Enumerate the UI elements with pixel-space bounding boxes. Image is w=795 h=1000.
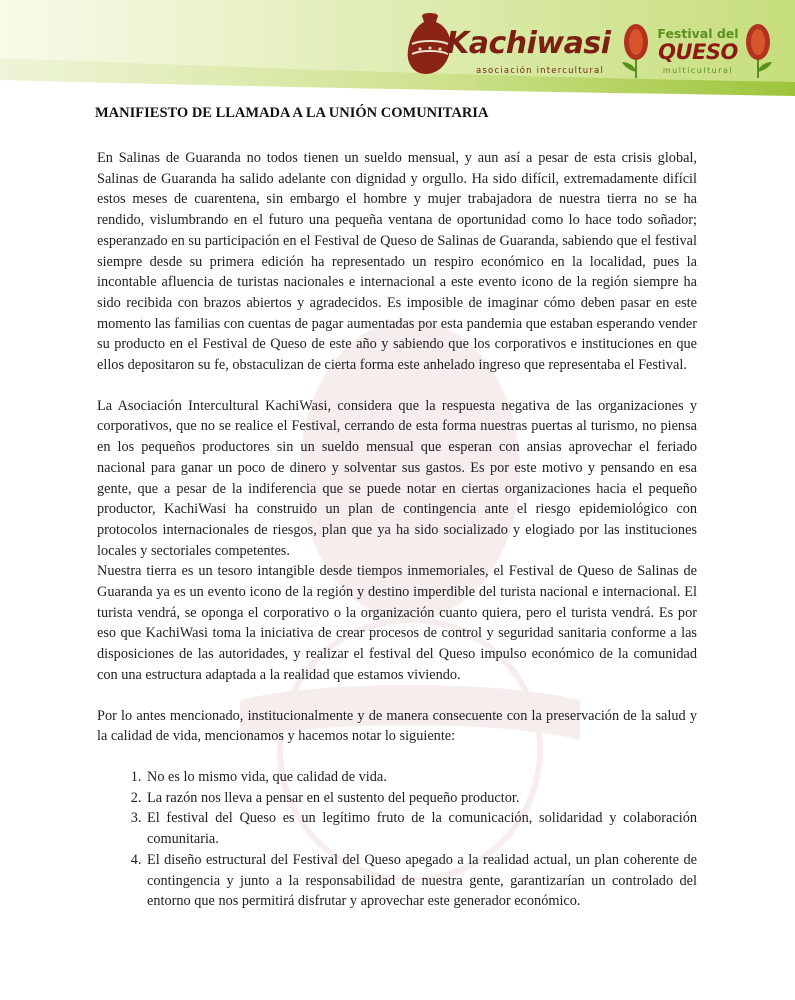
letterhead [0, 0, 795, 96]
brand-name: Kachiwasi [446, 26, 611, 61]
festival-line2: QUESO [658, 40, 738, 64]
paragraph-3: Nuestra tierra es un tesoro intangible desde tiempos inmemoriales, el Festival de Queso de Salinas de Guaranda ya es un evento icono de la región y destino imperdible del turista nacional e internacional. El turista vendrá, se oponga el corporativo o la organización cuanto quiera, pero el turista vendrá. Es por eso que KachiWasi toma la iniciativa de crear procesos de control y seguridad sanitaria conforme a las disposiciones de las autoridades, y realizar el festival del Queso impulso económico de la comunidad con una estructura adaptada a la realidad que estamos viviendo. [97, 563, 697, 683]
kachiwasi-logo [400, 10, 615, 82]
document-body [97, 148, 697, 912]
list-item: 1. No es lo mismo vida, que calidad de vida. [145, 767, 697, 788]
paragraph-2: La Asociación Intercultural KachiWasi, considera que la respuesta negativa de las organizaciones y corporativos, que no se realice el Festival, cerrando de esta forma nuestras puertas al turismo, no piensa en los pequeños productores sin un sueldo mensual que esperan con ansias aprovechar el feriado nacional para ganar un poco de dinero y solventar sus gastos. Es por este motivo y pensando en esa gente, que a pesar de la indiferencia que se puede notar en ciertas organizaciones hacia el pequeño productor, KachiWasi ha construido un plan de contingencia ante el riesgo epidemiológico con protocolos internacionales de riesgos, plan que ya ha sido socializado y elogiado por las instituciones locales y sectoriales competentes. [97, 397, 697, 559]
points-list [97, 767, 697, 912]
brand-subtitle: asociación intercultural [476, 66, 605, 76]
left-flower-icon [622, 24, 648, 78]
list-item: 3. El festival del Queso es un legítimo fruto de la comunicación, solidaridad y colaboración comunitaria. [145, 808, 697, 849]
festival-line1: Festival del [657, 26, 739, 41]
list-item: 4. El diseño estructural del Festival del Queso apegado a la realidad actual, un plan coherente de contingencia y junto a la responsabilidad de nuestra gente, garantizarían un controlado del entorno que nos permitirá disfrutar y aprovechar este generador económico. [145, 850, 697, 912]
festival-logo [618, 16, 776, 86]
paragraph-1: En Salinas de Guaranda no todos tienen un sueldo mensual, y aun así a pesar de esta crisis global, Salinas de Guaranda ha salido adelante con dignidad y orgullo. Ha sido difícil, extremadamente difícil estos meses de cuarentena, sin embargo el hombre y mujer trabajadora de nuestra tierra no se ha rendido, vislumbrando en el futuro una pequeña ventana de oportunidad como lo hace todo soñador; esperanzado en su participación en el Festival de Queso de Salinas de Guaranda, sabiendo que el festival siempre desde su primera edición ha representado un respiro económico en la localidad, pues la incontable afluencia de turistas nacionales e internacional a este evento icono de la región siempre ha sido recibida con brazos abiertos y agradecidos. Es imposible de imaginar cómo deben pasar en este momento las familias con cuentas de pagar aumentadas por esta pandemia que estaban esperando vender su producto en el Festival de Queso de este año y sabiendo que los corporativos e instituciones en que ellos depositaron su fe, obstaculizan de cierta forma este anhelado ingreso que representaba el Festival. [97, 150, 697, 374]
list-item: 2. La razón nos lleva a pensar en el sustento del pequeño productor. [145, 788, 697, 809]
document-title: MANIFIESTO DE LLAMADA A LA UNIÓN COMUNITARIA [95, 105, 489, 121]
right-flower-icon [746, 24, 772, 78]
paragraph-4: Por lo antes mencionado, institucionalmente y de manera consecuente con la preservación de la salud y la calidad de vida, mencionamos y hacemos notar lo siguiente: [97, 707, 697, 745]
festival-line3: multicultural [662, 66, 734, 75]
